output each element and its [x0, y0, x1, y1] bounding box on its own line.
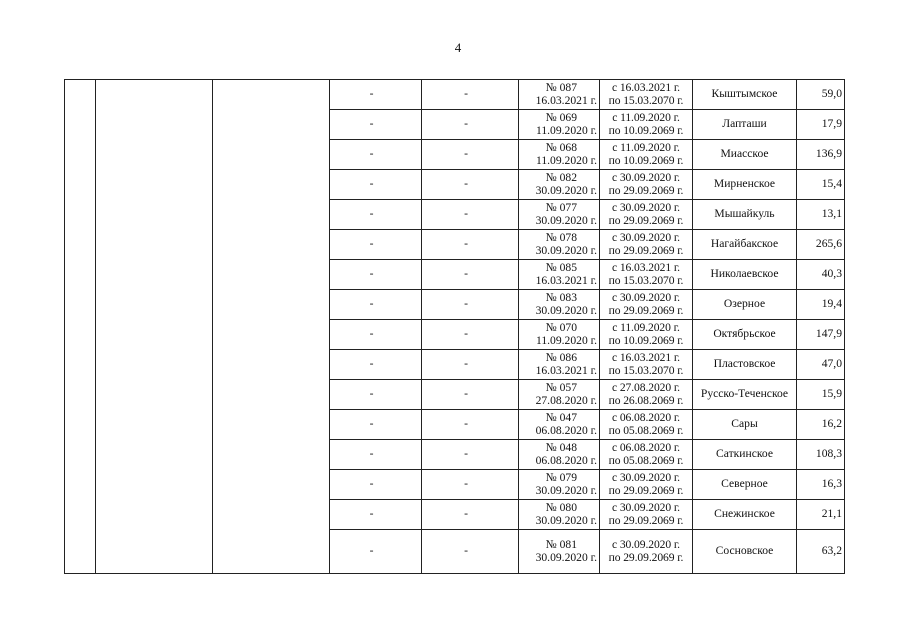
number-date: 30.09.2020 г. — [535, 243, 597, 257]
table-row — [65, 290, 845, 320]
dash-value: - — [369, 297, 374, 311]
number-label: № 079 — [545, 470, 577, 484]
dash-cell-1 — [330, 110, 422, 140]
dash-value: - — [464, 297, 468, 311]
table-row — [65, 200, 845, 230]
dash-value: - — [464, 237, 468, 251]
dash-cell-2 — [422, 200, 519, 230]
value-cell: 15,4 — [797, 170, 845, 200]
empty-cell-1 — [65, 200, 96, 230]
dash-value: - — [369, 447, 374, 461]
table-body — [65, 80, 845, 574]
dash-value: - — [464, 147, 468, 161]
number-cell — [519, 260, 600, 290]
empty-cell-1 — [65, 170, 96, 200]
period-to: по 29.09.2069 г. — [608, 483, 684, 497]
dash-value: - — [369, 177, 374, 191]
table-row — [65, 80, 845, 110]
dash-cell-2 — [422, 380, 519, 410]
value-cell: 16,3 — [797, 470, 845, 500]
period-from: с 16.03.2021 г. — [612, 350, 680, 364]
empty-cell-3 — [213, 80, 330, 110]
empty-cell-1 — [65, 260, 96, 290]
number-date: 30.09.2020 г. — [535, 213, 597, 227]
period-cell — [600, 290, 693, 320]
period-cell — [600, 320, 693, 350]
number-date: 11.09.2020 г. — [536, 153, 597, 167]
period-from: с 06.08.2020 г. — [612, 410, 680, 424]
period-to: по 15.03.2070 г. — [608, 363, 684, 377]
dash-cell-2 — [422, 410, 519, 440]
empty-cell-1 — [65, 440, 96, 470]
empty-cell-3 — [213, 230, 330, 260]
number-cell — [519, 350, 600, 380]
value-cell: 15,9 — [797, 380, 845, 410]
table-row — [65, 230, 845, 260]
empty-cell-1 — [65, 230, 96, 260]
dash-cell-2 — [422, 170, 519, 200]
page-number: 4 — [454, 40, 462, 55]
value-cell: 136,9 — [797, 140, 845, 170]
dash-value: - — [369, 477, 374, 491]
dash-value: - — [369, 327, 374, 341]
number-cell — [519, 470, 600, 500]
number-cell — [519, 140, 600, 170]
name-cell: Кыштымское — [693, 80, 797, 110]
name-cell: Снежинское — [693, 500, 797, 530]
value-cell: 21,1 — [797, 500, 845, 530]
name-cell: Мирненское — [693, 170, 797, 200]
period-cell — [600, 440, 693, 470]
dash-value: - — [369, 237, 374, 251]
empty-cell-1 — [65, 290, 96, 320]
empty-cell-1 — [65, 80, 96, 110]
period-cell — [600, 530, 693, 574]
name-cell: Нагайбакское — [693, 230, 797, 260]
period-to: по 29.09.2069 г. — [608, 550, 684, 564]
period-to: по 10.09.2069 г. — [608, 333, 684, 347]
empty-cell-2 — [96, 530, 213, 574]
period-cell — [600, 230, 693, 260]
number-label: № 057 — [545, 380, 577, 394]
number-cell — [519, 500, 600, 530]
number-date: 06.08.2020 г. — [535, 423, 597, 437]
number-date: 11.09.2020 г. — [536, 333, 597, 347]
empty-cell-1 — [65, 350, 96, 380]
empty-cell-3 — [213, 110, 330, 140]
empty-cell-1 — [65, 380, 96, 410]
number-label: № 077 — [545, 200, 577, 214]
period-from: с 06.08.2020 г. — [612, 440, 680, 454]
empty-cell-2 — [96, 200, 213, 230]
empty-cell-3 — [213, 320, 330, 350]
empty-cell-2 — [96, 80, 213, 110]
value-cell: 13,1 — [797, 200, 845, 230]
value-cell: 265,6 — [797, 230, 845, 260]
period-from: с 11.09.2020 г. — [612, 320, 680, 334]
number-cell — [519, 110, 600, 140]
dash-value: - — [369, 357, 374, 371]
period-cell — [600, 260, 693, 290]
empty-cell-3 — [213, 170, 330, 200]
dash-value: - — [464, 477, 468, 491]
value-cell: 63,2 — [797, 530, 845, 574]
table-row — [65, 380, 845, 410]
dash-value: - — [464, 207, 468, 221]
period-to: по 15.03.2070 г. — [608, 93, 684, 107]
period-to: по 10.09.2069 г. — [608, 123, 684, 137]
empty-cell-1 — [65, 410, 96, 440]
number-date: 27.08.2020 г. — [535, 393, 597, 407]
number-label: № 087 — [545, 80, 577, 94]
dash-cell-1 — [330, 200, 422, 230]
dash-value: - — [369, 207, 374, 221]
dash-cell-1 — [330, 470, 422, 500]
dash-value: - — [464, 327, 468, 341]
table-row — [65, 350, 845, 380]
dash-cell-1 — [330, 530, 422, 574]
number-date: 30.09.2020 г. — [535, 183, 597, 197]
empty-cell-2 — [96, 290, 213, 320]
period-from: с 30.09.2020 г. — [612, 537, 680, 551]
table-row — [65, 140, 845, 170]
empty-cell-2 — [96, 470, 213, 500]
period-from: с 27.08.2020 г. — [612, 380, 680, 394]
table-row — [65, 170, 845, 200]
empty-cell-3 — [213, 380, 330, 410]
number-cell — [519, 320, 600, 350]
period-to: по 26.08.2069 г. — [608, 393, 684, 407]
document-table — [64, 79, 845, 574]
number-cell — [519, 200, 600, 230]
period-from: с 30.09.2020 г. — [612, 470, 680, 484]
name-cell: Пластовское — [693, 350, 797, 380]
period-from: с 16.03.2021 г. — [612, 80, 680, 94]
table-row — [65, 500, 845, 530]
dash-cell-1 — [330, 380, 422, 410]
dash-value: - — [369, 87, 374, 101]
period-from: с 30.09.2020 г. — [612, 500, 680, 514]
empty-cell-2 — [96, 260, 213, 290]
period-to: по 05.08.2069 г. — [608, 423, 684, 437]
number-cell — [519, 80, 600, 110]
empty-cell-2 — [96, 170, 213, 200]
period-from: с 30.09.2020 г. — [612, 170, 680, 184]
dash-value: - — [464, 544, 468, 558]
period-cell — [600, 410, 693, 440]
empty-cell-2 — [96, 500, 213, 530]
number-label: № 085 — [545, 260, 577, 274]
period-cell — [600, 170, 693, 200]
dash-cell-1 — [330, 410, 422, 440]
table-row — [65, 260, 845, 290]
number-label: № 070 — [545, 320, 577, 334]
empty-cell-3 — [213, 200, 330, 230]
number-cell — [519, 410, 600, 440]
dash-cell-1 — [330, 350, 422, 380]
empty-cell-1 — [65, 500, 96, 530]
value-cell: 19,4 — [797, 290, 845, 320]
period-to: по 29.09.2069 г. — [608, 183, 684, 197]
dash-cell-1 — [330, 440, 422, 470]
empty-cell-2 — [96, 230, 213, 260]
empty-cell-3 — [213, 440, 330, 470]
empty-cell-2 — [96, 320, 213, 350]
number-date: 30.09.2020 г. — [535, 303, 597, 317]
empty-cell-3 — [213, 410, 330, 440]
number-label: № 047 — [545, 410, 577, 424]
period-cell — [600, 80, 693, 110]
dash-value: - — [464, 117, 468, 131]
number-cell — [519, 290, 600, 320]
empty-cell-3 — [213, 530, 330, 574]
period-to: по 29.09.2069 г. — [608, 243, 684, 257]
empty-cell-3 — [213, 290, 330, 320]
dash-value: - — [369, 387, 374, 401]
period-cell — [600, 350, 693, 380]
value-cell: 17,9 — [797, 110, 845, 140]
dash-cell-1 — [330, 80, 422, 110]
period-cell — [600, 380, 693, 410]
table-row — [65, 320, 845, 350]
dash-cell-1 — [330, 260, 422, 290]
dash-cell-2 — [422, 530, 519, 574]
name-cell: Русско-Теченское — [693, 380, 797, 410]
period-from: с 16.03.2021 г. — [612, 260, 680, 274]
number-label: № 068 — [545, 140, 577, 154]
dash-value: - — [464, 387, 468, 401]
dash-cell-2 — [422, 260, 519, 290]
period-cell — [600, 140, 693, 170]
number-date: 30.09.2020 г. — [535, 550, 597, 564]
table-row — [65, 470, 845, 500]
period-from: с 30.09.2020 г. — [612, 230, 680, 244]
dash-value: - — [369, 147, 374, 161]
number-label: № 081 — [545, 537, 577, 551]
period-to: по 15.03.2070 г. — [608, 273, 684, 287]
empty-cell-2 — [96, 440, 213, 470]
value-cell: 108,3 — [797, 440, 845, 470]
table-row — [65, 530, 845, 574]
empty-cell-3 — [213, 260, 330, 290]
number-label: № 078 — [545, 230, 577, 244]
dash-cell-2 — [422, 320, 519, 350]
period-to: по 10.09.2069 г. — [608, 153, 684, 167]
name-cell: Саткинское — [693, 440, 797, 470]
dash-cell-2 — [422, 80, 519, 110]
period-cell — [600, 470, 693, 500]
dash-value: - — [464, 357, 468, 371]
empty-cell-3 — [213, 470, 330, 500]
empty-cell-1 — [65, 140, 96, 170]
value-cell: 40,3 — [797, 260, 845, 290]
period-to: по 29.09.2069 г. — [608, 213, 684, 227]
name-cell: Сосновское — [693, 530, 797, 574]
number-date: 16.03.2021 г. — [535, 363, 597, 377]
value-cell: 47,0 — [797, 350, 845, 380]
dash-value: - — [464, 417, 468, 431]
number-label: № 048 — [545, 440, 577, 454]
empty-cell-2 — [96, 110, 213, 140]
number-label: № 082 — [545, 170, 577, 184]
period-from: с 11.09.2020 г. — [612, 110, 680, 124]
table-row — [65, 440, 845, 470]
number-cell — [519, 380, 600, 410]
period-to: по 29.09.2069 г. — [608, 513, 684, 527]
dash-cell-2 — [422, 110, 519, 140]
number-date: 30.09.2020 г. — [535, 483, 597, 497]
table-row — [65, 110, 845, 140]
name-cell: Озерное — [693, 290, 797, 320]
dash-value: - — [464, 177, 468, 191]
number-label: № 080 — [545, 500, 577, 514]
dash-value: - — [464, 507, 468, 521]
empty-cell-1 — [65, 320, 96, 350]
dash-cell-2 — [422, 290, 519, 320]
dash-cell-2 — [422, 440, 519, 470]
number-date: 30.09.2020 г. — [535, 513, 597, 527]
dash-value: - — [464, 267, 468, 281]
dash-cell-1 — [330, 500, 422, 530]
period-from: с 11.09.2020 г. — [612, 140, 680, 154]
period-to: по 05.08.2069 г. — [608, 453, 684, 467]
dash-value: - — [369, 507, 374, 521]
dash-cell-1 — [330, 320, 422, 350]
name-cell: Николаевское — [693, 260, 797, 290]
name-cell: Северное — [693, 470, 797, 500]
empty-cell-3 — [213, 350, 330, 380]
number-cell — [519, 530, 600, 574]
empty-cell-1 — [65, 530, 96, 574]
empty-cell-3 — [213, 140, 330, 170]
empty-cell-2 — [96, 140, 213, 170]
dash-value: - — [369, 544, 374, 558]
dash-cell-1 — [330, 290, 422, 320]
dash-value: - — [369, 417, 374, 431]
dash-cell-2 — [422, 350, 519, 380]
name-cell: Мышайкуль — [693, 200, 797, 230]
dash-value: - — [369, 267, 374, 281]
empty-cell-1 — [65, 110, 96, 140]
dash-cell-1 — [330, 230, 422, 260]
name-cell: Октябрьское — [693, 320, 797, 350]
period-cell — [600, 500, 693, 530]
value-cell: 59,0 — [797, 80, 845, 110]
number-label: № 086 — [545, 350, 577, 364]
dash-cell-2 — [422, 230, 519, 260]
number-cell — [519, 440, 600, 470]
period-cell — [600, 200, 693, 230]
period-from: с 30.09.2020 г. — [612, 290, 680, 304]
number-cell — [519, 170, 600, 200]
empty-cell-2 — [96, 410, 213, 440]
dash-cell-1 — [330, 170, 422, 200]
period-from: с 30.09.2020 г. — [612, 200, 680, 214]
number-date: 16.03.2021 г. — [535, 93, 597, 107]
dash-value: - — [464, 447, 468, 461]
number-label: № 083 — [545, 290, 577, 304]
value-cell: 16,2 — [797, 410, 845, 440]
name-cell: Сары — [693, 410, 797, 440]
period-to: по 29.09.2069 г. — [608, 303, 684, 317]
period-cell — [600, 110, 693, 140]
dash-cell-2 — [422, 500, 519, 530]
empty-cell-1 — [65, 470, 96, 500]
dash-cell-2 — [422, 140, 519, 170]
dash-cell-1 — [330, 140, 422, 170]
empty-cell-2 — [96, 350, 213, 380]
empty-cell-3 — [213, 500, 330, 530]
number-date: 06.08.2020 г. — [535, 453, 597, 467]
name-cell: Миасское — [693, 140, 797, 170]
dash-value: - — [369, 117, 374, 131]
number-cell — [519, 230, 600, 260]
dash-value: - — [464, 87, 468, 101]
empty-cell-2 — [96, 380, 213, 410]
name-cell: Лапташи — [693, 110, 797, 140]
number-label: № 069 — [545, 110, 577, 124]
value-cell: 147,9 — [797, 320, 845, 350]
number-date: 11.09.2020 г. — [536, 123, 597, 137]
table-row — [65, 410, 845, 440]
dash-cell-2 — [422, 470, 519, 500]
number-date: 16.03.2021 г. — [535, 273, 597, 287]
